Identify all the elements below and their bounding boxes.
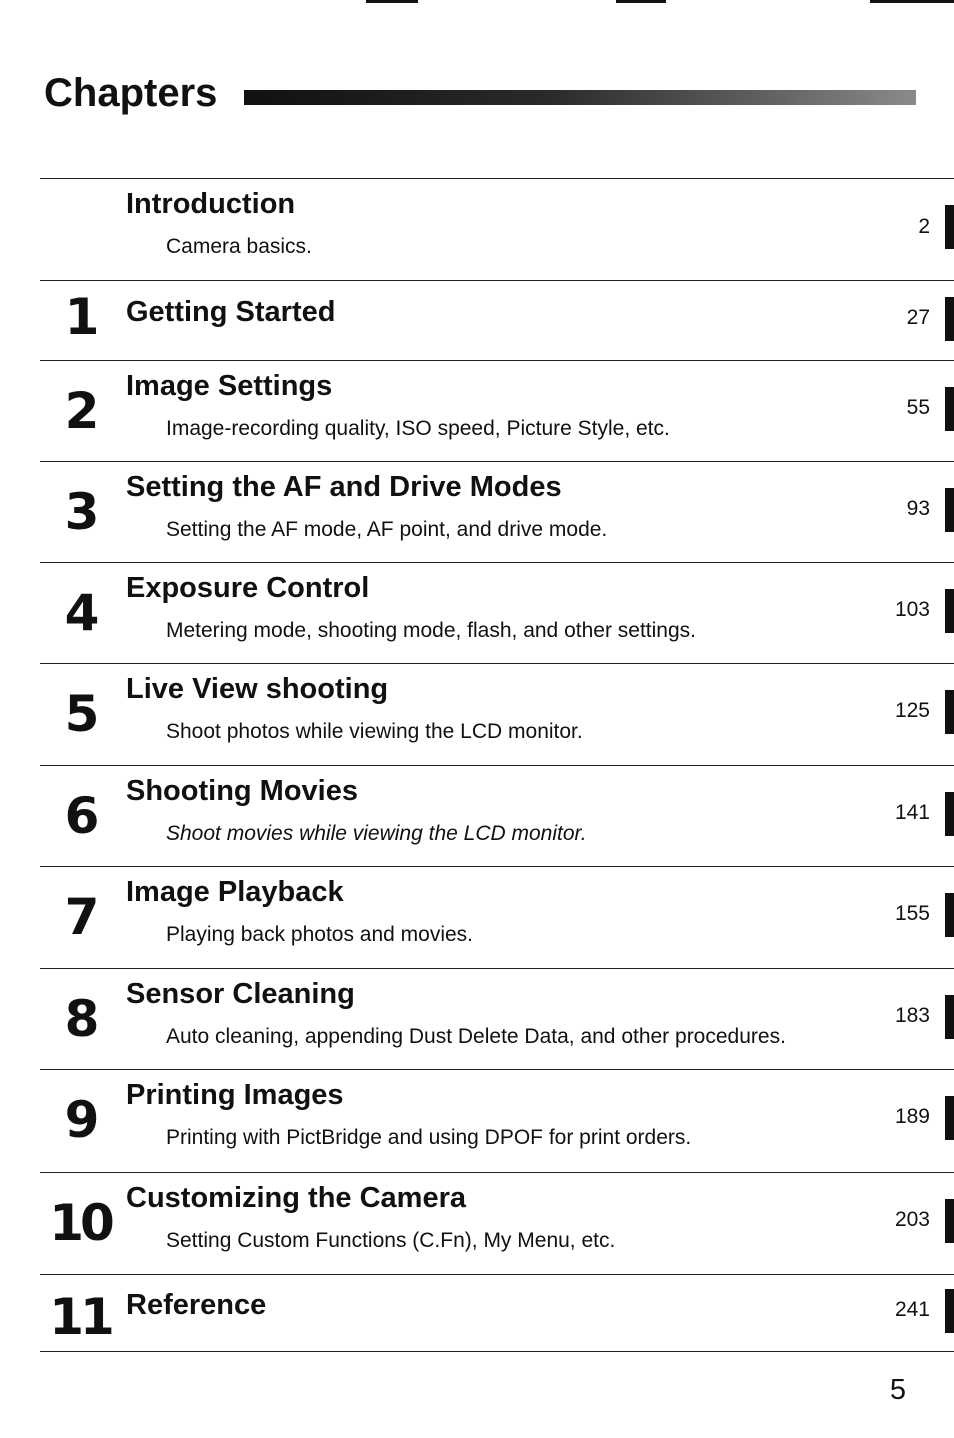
chapter-row-3[interactable] xyxy=(40,461,954,562)
chapter-number: 5 xyxy=(64,685,96,743)
chapter-row-11[interactable] xyxy=(40,1274,954,1352)
page-number: 5 xyxy=(889,1374,907,1406)
chapter-description: Image-recording quality, ISO speed, Picture Style, etc. xyxy=(166,417,670,440)
top-rule-left xyxy=(366,0,418,3)
chapter-number: 8 xyxy=(64,990,96,1048)
chapter-row-8[interactable] xyxy=(40,968,954,1069)
chapter-tab-mark xyxy=(945,589,954,633)
chapter-row-2[interactable] xyxy=(40,360,954,461)
chapter-row-5[interactable] xyxy=(40,663,954,765)
chapter-title: Sensor Cleaning xyxy=(126,978,355,1010)
chapter-tab-mark xyxy=(945,1289,954,1333)
chapter-title: Printing Images xyxy=(126,1079,344,1111)
chapter-number: 1 xyxy=(64,288,96,346)
chapter-tab-mark xyxy=(945,387,954,431)
chapter-number: 4 xyxy=(64,584,96,642)
chapter-description: Auto cleaning, appending Dust Delete Data, and other procedures. xyxy=(166,1025,786,1048)
chapter-description: Metering mode, shooting mode, flash, and other settings. xyxy=(166,619,696,642)
chapter-title: Shooting Movies xyxy=(126,775,358,807)
chapter-title: Reference xyxy=(126,1289,267,1321)
chapter-tab-mark xyxy=(945,488,954,532)
chapter-page-number: 125 xyxy=(894,699,930,722)
chapter-description: Printing with PictBridge and using DPOF for print orders. xyxy=(166,1126,692,1149)
chapter-title: Introduction xyxy=(126,188,296,220)
chapter-title: Exposure Control xyxy=(126,572,370,604)
chapter-tab-mark xyxy=(945,893,954,937)
top-rule-middle xyxy=(616,0,666,3)
chapter-title: Getting Started xyxy=(126,296,336,328)
chapter-page-number: 183 xyxy=(894,1004,930,1027)
chapter-page-number: 141 xyxy=(894,801,930,824)
chapter-description: Setting the AF mode, AF point, and drive mode. xyxy=(166,518,608,541)
chapter-title: Image Settings xyxy=(126,370,333,402)
chapter-tab-mark xyxy=(945,690,954,734)
chapter-tab-mark xyxy=(945,995,954,1039)
chapter-number: 7 xyxy=(64,888,96,946)
page-title: Chapters xyxy=(44,71,218,115)
top-rule-right xyxy=(870,0,954,3)
chapter-number: 2 xyxy=(64,382,96,440)
chapter-number: 6 xyxy=(64,787,96,845)
chapter-page-number: 103 xyxy=(894,598,930,621)
chapter-tab-mark xyxy=(945,1199,954,1243)
chapter-tab-mark xyxy=(945,297,954,341)
chapter-title: Image Playback xyxy=(126,876,344,908)
chapter-page-number: 27 xyxy=(906,306,930,329)
chapter-description: Playing back photos and movies. xyxy=(166,923,474,946)
chapter-page-number: 55 xyxy=(906,396,930,419)
chapter-row-6[interactable] xyxy=(40,765,954,866)
chapter-description: Shoot movies while viewing the LCD monitor. xyxy=(166,822,587,845)
chapter-page-number: 2 xyxy=(918,215,930,238)
chapter-tab-mark xyxy=(945,792,954,836)
chapter-page-number: 241 xyxy=(894,1298,930,1321)
chapter-row-7[interactable] xyxy=(40,866,954,968)
chapter-description: Setting Custom Functions (C.Fn), My Menu, etc. xyxy=(166,1229,616,1252)
chapter-row-1[interactable] xyxy=(40,280,954,360)
chapter-row-introduction[interactable] xyxy=(40,178,954,280)
chapter-tab-mark xyxy=(945,205,954,249)
chapter-title: Live View shooting xyxy=(126,673,389,705)
chapter-row-9[interactable] xyxy=(40,1069,954,1172)
chapter-number: 9 xyxy=(64,1091,96,1149)
header-gradient-bar xyxy=(244,90,916,105)
chapter-page-number: 189 xyxy=(894,1105,930,1128)
chapter-title: Setting the AF and Drive Modes xyxy=(126,471,562,503)
chapters-header xyxy=(44,68,916,118)
chapter-row-4[interactable] xyxy=(40,562,954,663)
chapter-page-number: 155 xyxy=(894,902,930,925)
chapter-title: Customizing the Camera xyxy=(126,1182,466,1214)
chapter-number: 10 xyxy=(49,1194,111,1252)
chapter-description: Camera basics. xyxy=(166,235,312,258)
chapter-row-10[interactable] xyxy=(40,1172,954,1274)
chapter-list xyxy=(40,178,954,1352)
chapter-page-number: 203 xyxy=(894,1208,930,1231)
chapter-number: 11 xyxy=(49,1288,111,1346)
chapter-description: Shoot photos while viewing the LCD monitor. xyxy=(166,720,583,743)
chapter-number: 3 xyxy=(64,483,96,541)
chapter-page-number: 93 xyxy=(906,497,930,520)
chapter-tab-mark xyxy=(945,1096,954,1140)
